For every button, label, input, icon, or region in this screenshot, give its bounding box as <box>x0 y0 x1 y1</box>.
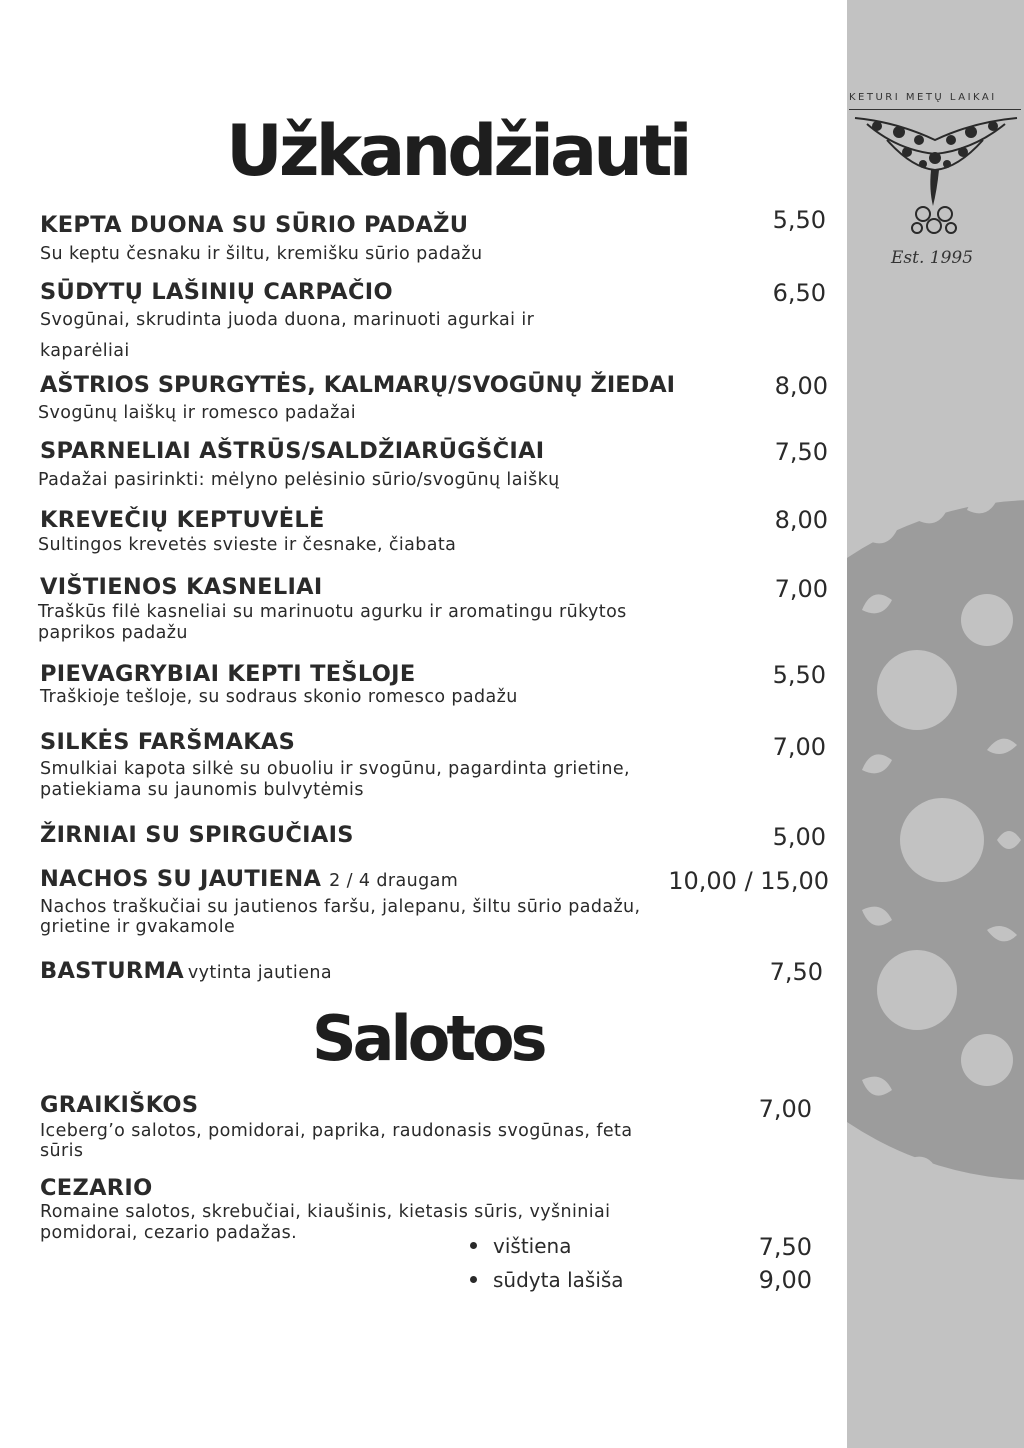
item-price: 7,00 <box>774 575 828 603</box>
item-name: NACHOS SU JAUTIENA <box>40 866 322 892</box>
item-price: 7,00 <box>758 1095 812 1123</box>
item-price: 7,50 <box>774 438 828 466</box>
item-name-row <box>40 958 332 984</box>
item-price: 8,00 <box>774 506 828 534</box>
item-name: SILKĖS FARŠMAKAS <box>40 729 296 755</box>
bullet-icon <box>470 1242 477 1249</box>
item-description: Traškioje tešloje, su sodraus skonio romesco padažu <box>40 687 518 707</box>
item-description: Su keptu česnaku ir šiltu, kremišku sūrio padažu <box>40 244 483 264</box>
item-price: 5,00 <box>772 823 826 851</box>
established-year: Est. 1995 <box>891 248 974 268</box>
option-item <box>470 1234 571 1258</box>
section-title-salads: Salotos <box>312 1002 544 1075</box>
item-portion-note: 2 / 4 draugam <box>329 871 459 891</box>
item-description: Traškūs filė kasneliai su marinuotu agurku ir aromatingu rūkytos <box>38 602 627 622</box>
item-name: GRAIKIŠKOS <box>40 1092 199 1118</box>
item-description-line2: pomidorai, cezario padažas. <box>40 1223 298 1243</box>
item-description: Nachos traškučiai su jautienos faršu, jalepanu, šiltu sūrio padažu, <box>40 897 641 917</box>
item-note: vytinta jautiena <box>187 963 332 983</box>
item-description-line2: grietine ir gvakamole <box>40 917 236 937</box>
item-name: KEPTA DUONA SU SŪRIO PADAŽU <box>40 212 469 238</box>
item-name: SŪDYTŲ LAŠINIŲ CARPAČIO <box>40 279 393 305</box>
item-price: 7,50 <box>769 958 823 986</box>
tree-of-life-icon <box>847 110 1024 250</box>
item-name: KREVEČIŲ KEPTUVĖLĖ <box>40 507 325 533</box>
item-price: 8,00 <box>774 372 828 400</box>
option-price: 7,50 <box>758 1233 812 1261</box>
option-price: 9,00 <box>758 1266 812 1294</box>
section-title-appetizers: Užkandžiauti <box>226 110 689 192</box>
item-price: 5,50 <box>772 661 826 689</box>
item-description: Romaine salotos, skrebučiai, kiaušinis, kietasis sūris, vyšniniai <box>40 1202 611 1222</box>
item-name: ŽIRNIAI SU SPIRGUČIAIS <box>40 822 354 848</box>
item-price: 5,50 <box>772 206 826 234</box>
item-description: Sultingos krevetės svieste ir česnake, čiabata <box>38 535 457 555</box>
item-price: 7,00 <box>772 733 826 761</box>
item-name: CEZARIO <box>40 1175 153 1201</box>
item-description-line2: paprikos padažu <box>38 623 188 643</box>
brand-name: KETURI METŲ LAIKAI <box>849 92 1021 110</box>
item-description-line2: sūris <box>40 1141 84 1161</box>
item-name: SPARNELIAI AŠTRŪS/SALDŽIARŪGŠČIAI <box>40 438 545 464</box>
item-description-line2: kaparėliai <box>40 341 130 361</box>
option-label: vištiena <box>493 1234 572 1258</box>
mandala-ornament-icon <box>847 460 1024 1220</box>
item-name: AŠTRIOS SPURGYTĖS, KALMARŲ/SVOGŪNŲ ŽIEDAI <box>40 372 676 398</box>
item-name: VIŠTIENOS KASNELIAI <box>40 574 323 600</box>
item-price: 10,00 / 15,00 <box>668 867 829 895</box>
item-description: Smulkiai kapota silkė su obuoliu ir svogūnu, pagardinta grietine, <box>40 759 630 779</box>
option-label: sūdyta lašiša <box>493 1268 624 1292</box>
item-description-line2: patiekiama su jaunomis bulvytėmis <box>40 780 364 800</box>
item-name: PIEVAGRYBIAI KEPTI TEŠLOJE <box>40 661 416 687</box>
brand-logo <box>847 92 1024 268</box>
item-name: BASTURMA <box>40 958 184 984</box>
item-price: 6,50 <box>772 279 826 307</box>
item-description: Iceberg’o salotos, pomidorai, paprika, raudonasis svogūnas, feta <box>40 1121 633 1141</box>
item-description: Padažai pasirinkti: mėlyno pelėsinio sūrio/svogūnų laiškų <box>38 470 560 490</box>
item-description: Svogūnai, skrudinta juoda duona, marinuoti agurkai ir <box>40 310 535 330</box>
bullet-icon <box>470 1276 477 1283</box>
item-name-row <box>40 866 458 892</box>
item-description: Svogūnų laiškų ir romesco padažai <box>38 403 357 423</box>
decorative-sidebar <box>847 0 1024 1448</box>
